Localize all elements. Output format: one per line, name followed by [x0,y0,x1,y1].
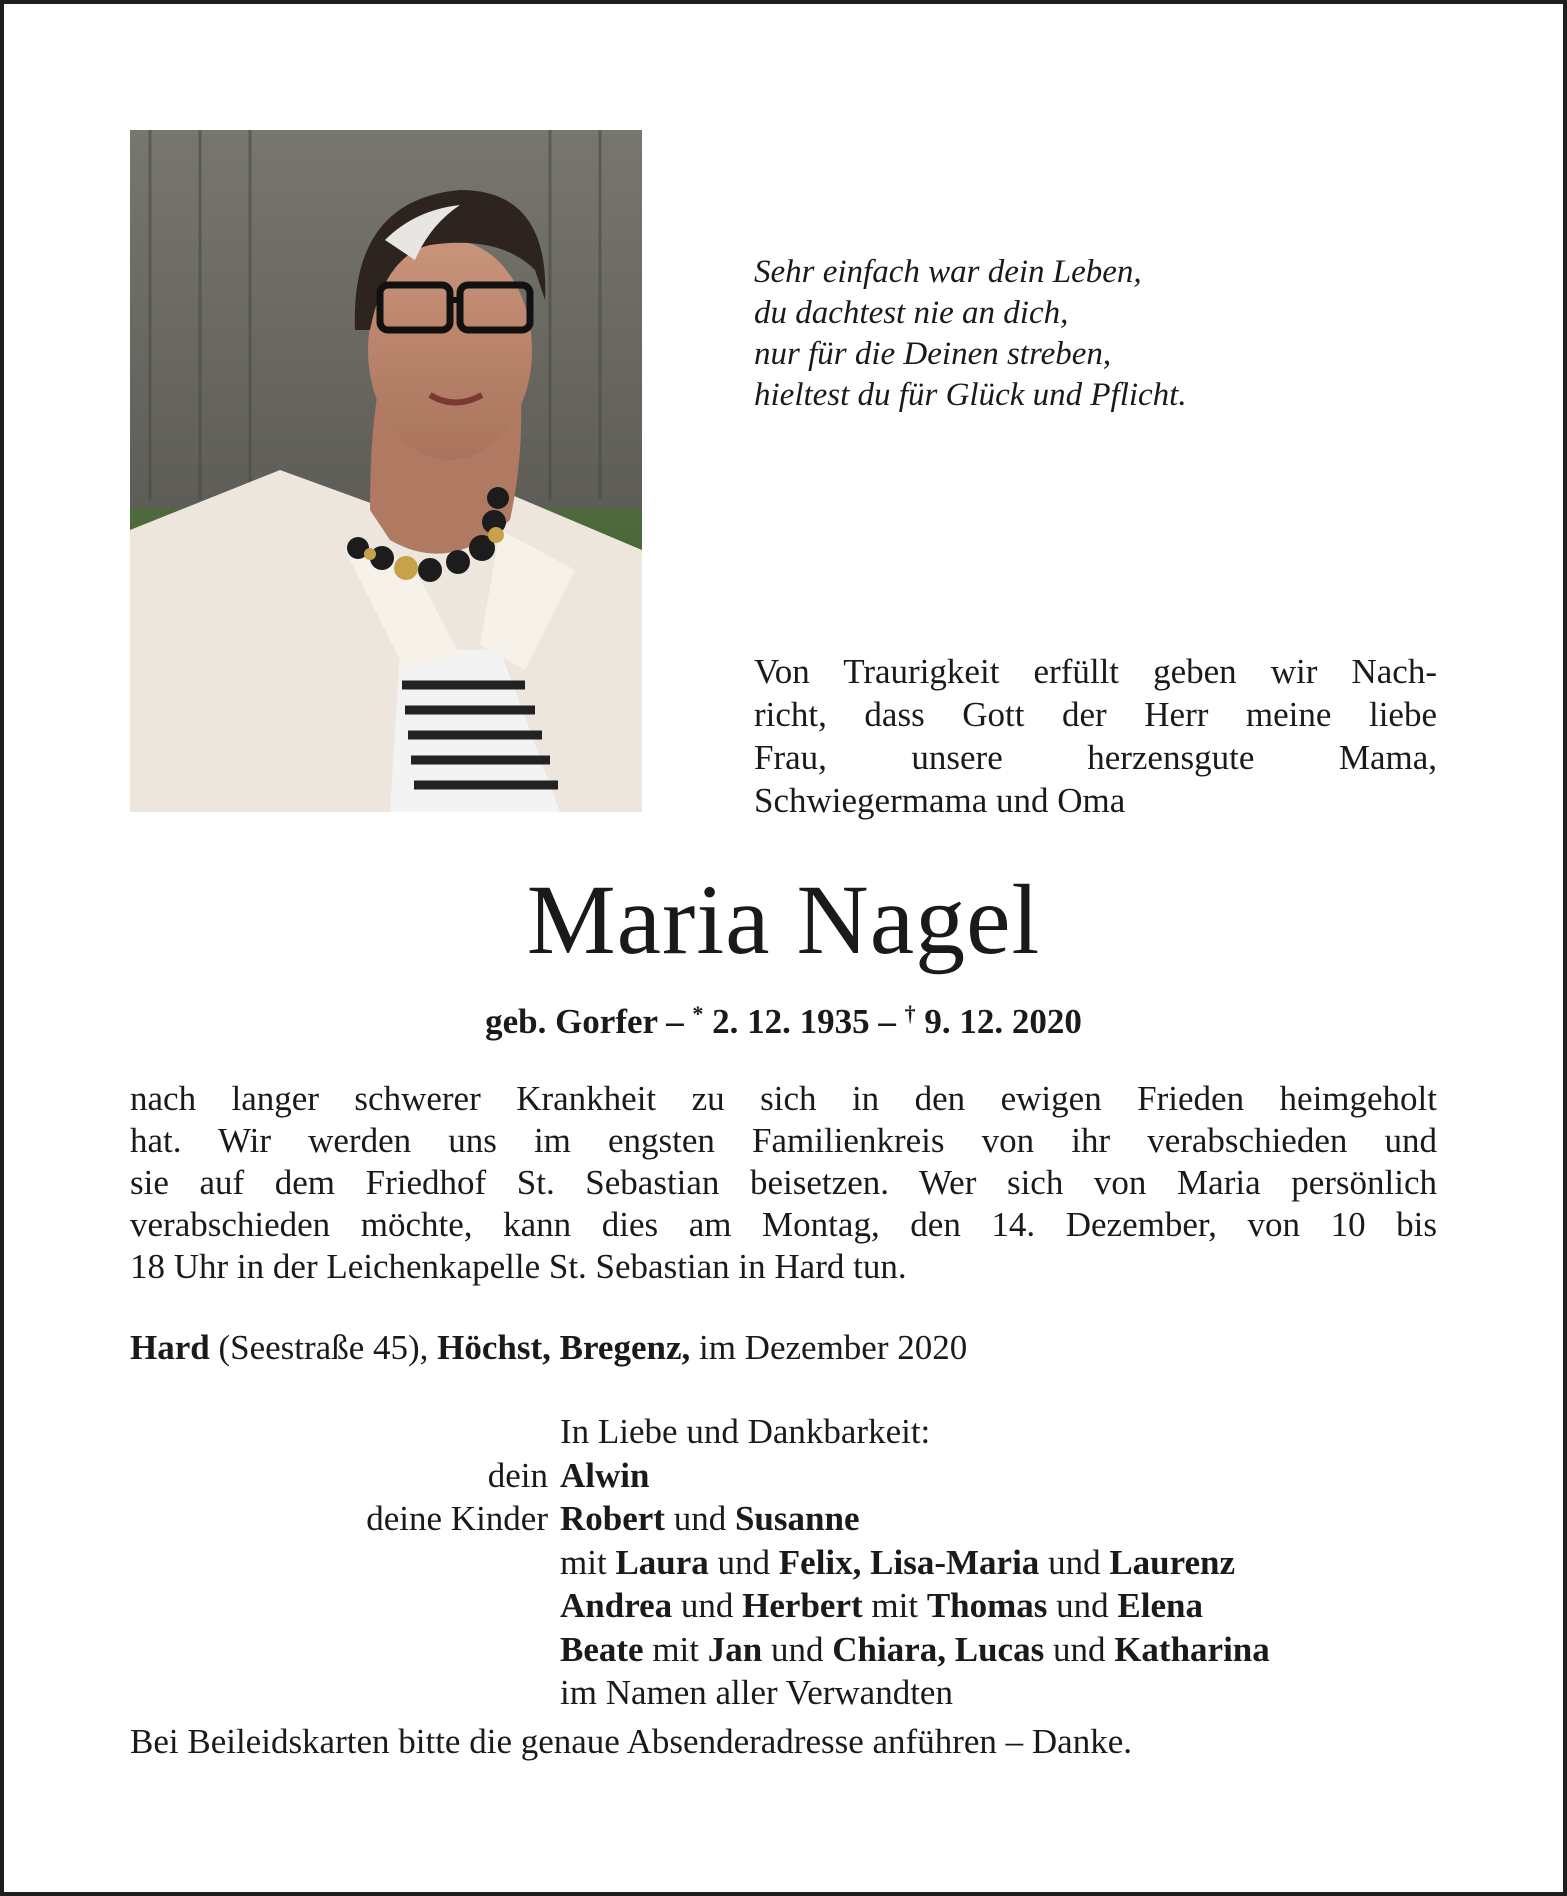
place-others: Höchst, Bregenz, [437,1328,691,1367]
mourners-heading: In Liebe und Dankbarkeit: [560,1412,931,1451]
connector: und [708,1542,779,1582]
husband-label: dein [487,1455,548,1495]
mourner-name: Thomas [926,1586,1048,1625]
place-town: Hard [130,1328,210,1367]
mourner-name: Susanne [734,1499,860,1538]
place-date: im Dezember 2020 [690,1328,968,1367]
connector: und [1044,1629,1115,1669]
mourner-name: Felix, Lisa-Maria [778,1542,1040,1582]
mourner-name: Herbert [742,1586,863,1625]
place-address: (Seestraße 45), [209,1328,438,1367]
body-line: hat. Wir werden uns im engsten Familienkreis von ihr verabschieden und [130,1121,1437,1160]
mourner-name: Chiara, Lucas [832,1629,1045,1669]
death-date: 9. 12. 2020 [915,1002,1082,1041]
connector: und [664,1499,735,1538]
memorial-poem [754,252,1454,416]
body-line: sie auf dem Friedhof St. Sebastian beisetzen. Wer sich von Maria persönlich [130,1163,1437,1202]
mourner-row [560,1584,1203,1628]
footer-note: Bei Beileidskarten bitte die genaue Absenderadresse anführen – Danke. [130,1722,1132,1761]
place-date-line [130,1326,1437,1370]
mourner-name: Jan [707,1629,763,1669]
announcement-body [130,1078,1437,1288]
mourner-name: Elena [1117,1586,1203,1625]
separator: – [657,1002,693,1041]
mourner-row [560,1541,1235,1585]
portrait-illustration [130,130,642,812]
poem-line: du dachtest nie an dich, [754,295,1069,331]
poem-line: nur für die Deinen streben, [754,336,1112,372]
husband-name: Alwin [560,1455,650,1495]
mourner-name: Robert [560,1499,665,1538]
birth-date: 2. 12. 1935 [703,1002,870,1041]
body-line: nach langer schwerer Krankheit zu sich in den ewigen Frieden heimgeholt [130,1079,1437,1118]
birth-star-icon: * [692,1001,704,1026]
intro-line: Von Traurigkeit erfüllt geben wir Nach- [754,652,1437,691]
mourner-row [560,1628,1270,1672]
mourner-name: Beate [560,1629,644,1669]
connector: und [1047,1586,1118,1625]
connector: und [1039,1542,1110,1582]
connector: mit [643,1629,708,1669]
mourner-name: Katharina [1114,1629,1270,1669]
mourner-name: Andrea [560,1586,673,1625]
children-label: deine Kinder [366,1499,548,1538]
mourner-name: Laurenz [1109,1542,1236,1582]
connector: mit [560,1542,616,1582]
mourners-list [130,1410,1470,1715]
mourners-closing: im Namen aller Verwandten [560,1673,953,1712]
intro-line: richt, dass Gott der Herr meine liebe [754,695,1437,734]
connector: mit [862,1586,927,1625]
separator: – [869,1002,905,1041]
announcement-intro [754,650,1437,822]
connector: und [672,1586,743,1625]
body-line: 18 Uhr in der Leichenkapelle St. Sebastian in Hard tun. [130,1247,907,1286]
mourner-row [560,1497,860,1541]
birth-death-line [0,992,1567,1044]
portrait-photo [130,130,642,812]
intro-line: Frau, unsere herzensgute Mama, [754,738,1437,777]
deceased-name: Maria Nagel [526,864,1041,975]
body-line: verabschieden möchte, kann dies am Montag, den 14. Dezember, von 10 bis [130,1205,1437,1244]
intro-line: Schwiegermama und Oma [754,781,1126,820]
poem-line: hieltest du für Glück und Pflicht. [754,377,1187,413]
poem-line: Sehr einfach war dein Leben, [754,254,1142,290]
mourner-name: Laura [615,1542,709,1582]
connector: und [762,1629,833,1669]
death-cross-icon: † [904,1001,916,1026]
maiden-name: geb. Gorfer [485,1002,658,1041]
